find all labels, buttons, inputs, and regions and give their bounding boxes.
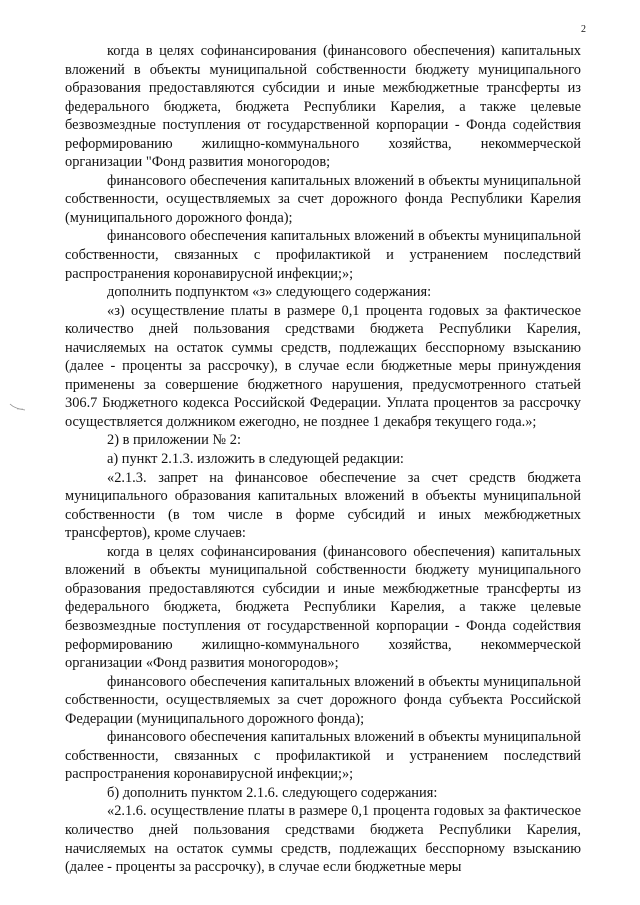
paragraph-cofinancing-case: когда в целях софинансирования (финансового обеспечения) капитальных вложений в объекты муниципальной собственности бюджету муниципального образования предоставляются субсидии и иные межбюджетные трансферты из федерального бюджета, бюджета Республики Карелия, а также целевые безвозмездные поступления от государственной корпорации - Фонда содействия реформированию жилищно-коммунального хозяйства, некоммерческой организации «Фонд развития моногородов»;	[65, 543, 581, 672]
paragraph-appendix-2-heading: 2) в приложении № 2:	[107, 432, 241, 449]
paragraph-item-2-1-3-intro: а) пункт 2.1.3. изложить в следующей редакции:	[107, 451, 404, 468]
paragraph-road-fund-financing: финансового обеспечения капитальных вложений в объекты муниципальной собственности, осуществляемых за счет дорожного фонда Республики Карелия (муниципального дорожного фонда);	[65, 172, 581, 226]
paragraph-add-item-2-1-6: б) дополнить пунктом 2.1.6. следующего содержания:	[107, 784, 438, 801]
paragraph-subitem-z-text: «з) осуществление платы в размере 0,1 процента годовых за фактическое количество дней пользования средствами бюджета Республики Карелия, начисляемых на остаток суммы средств, подлежащих бесспорному взысканию (далее - проценты за рассрочку), в случае если бюджетные меры принуждения применены за совершение бюджетного нарушения, предусмотренного статьей 306.7 Бюджетного кодекса Российской Федерации. Уплата процентов за рассрочку осуществляется должником ежегодно, не позднее 1 декабря текущего года.»;	[65, 302, 581, 430]
margin-scribble-mark	[9, 402, 27, 412]
paragraph-capital-investment-cofinancing: когда в целях софинансирования (финансового обеспечения) капитальных вложений в объекты муниципальной собственности бюджету муниципального образования предоставляются субсидии и иные межбюджетные трансферты из федерального бюджета, бюджета Республики Карелия, а также целевые безвозмездные поступления от государственной корпорации - Фонда содействия реформированию жилищно-коммунального хозяйства, некоммерческой организации "Фонд развития моногородов;	[65, 43, 581, 171]
paragraph-item-2-1-3-text: «2.1.3. запрет на финансовое обеспечение за счет средств бюджета муниципального образования капитальных вложений в объекты муниципальной собственности (в том числе в форме субсидий и иных межбюджетных трансфертов), кроме случаев:	[65, 469, 581, 542]
paragraph-item-2-1-6-text: «2.1.6. осуществление платы в размере 0,1 процента годовых за фактическое количество дней пользования средствами бюджета Республики Карелия, начисляемых на остаток суммы средств, подлежащих бесспорному взысканию (далее - проценты за рассрочку), в случае если бюджетные меры	[65, 803, 581, 876]
paragraph-add-subitem-z: дополнить подпунктом «з» следующего содержания:	[107, 284, 432, 301]
page-number: 2	[581, 24, 586, 35]
paragraph-road-fund-case: финансового обеспечения капитальных вложений в объекты муниципальной собственности, осуществляемых за счет дорожного фонда субъекта Российской Федерации (муниципального дорожного фонда);	[65, 673, 581, 727]
paragraph-coronavirus-case: финансового обеспечения капитальных вложений в объекты муниципальной собственности, связанных с профилактикой и устранением последствий распространения коронавирусной инфекции;»;	[65, 729, 581, 783]
document-body	[65, 42, 581, 877]
paragraph-coronavirus-financing: финансового обеспечения капитальных вложений в объекты муниципальной собственности, связанных с профилактикой и устранением последствий распространения коронавирусной инфекции;»;	[65, 228, 581, 282]
